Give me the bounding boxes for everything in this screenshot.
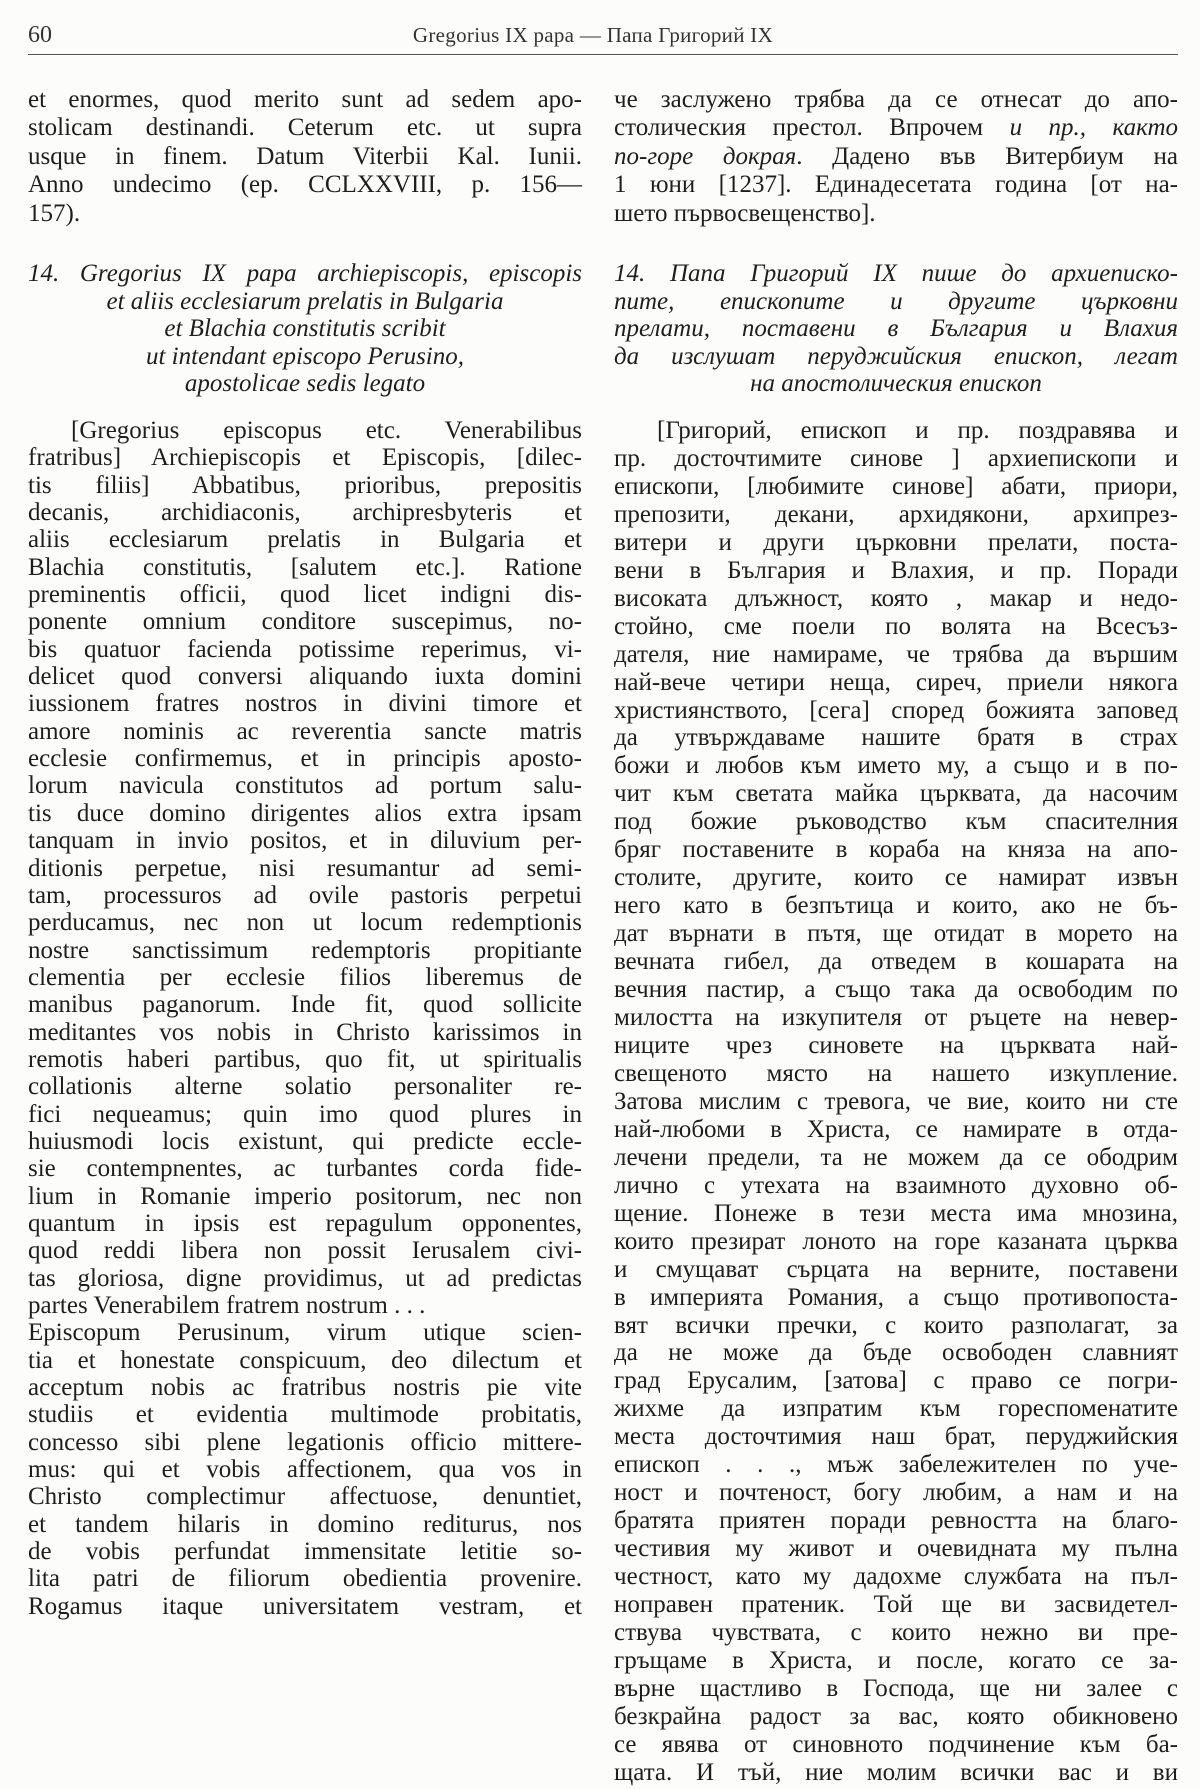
text-line: пр. досточтимите синове ] архиепископи и (614, 444, 1178, 472)
bulgarian-body-text (614, 417, 1178, 1787)
text-line: tas gloriosa, digne providimus, ut ad predictas (28, 1264, 582, 1292)
text-line: Затова мислим с тревога, че вие, които ни сте (614, 1087, 1178, 1115)
text-line: [Григорий, епископ и пр. поздравява и (657, 417, 1178, 444)
text-line: preminentis officii, quod licet indigni dis- (28, 581, 582, 609)
text-line: щата. И тъй, ние молим всички вас и ви (614, 1758, 1178, 1786)
text-line (614, 114, 1178, 142)
bulgarian-intro-paragraph (614, 86, 1178, 228)
text-line: tis duce domino dirigentes alios extra ipsam (28, 799, 582, 827)
text-line: clementia per ecclesie filios liberemus de (28, 963, 582, 991)
text-line: да изслушат перуджийския епископ, легат (614, 342, 1178, 370)
text-line: lorum navicula constitutos ad portum salu- (28, 772, 582, 800)
text-line: de vobis perfundat immensitate letitie so- (28, 1538, 582, 1566)
text-line: collationis alterne solatio personaliter re- (28, 1073, 582, 1101)
text-line: столите, другите, които се намират извън (614, 864, 1178, 892)
italic-text-segment: по-горе докрая (614, 142, 797, 170)
text-line: Anno undecimo (ep. CCLXXVIII, p. 156— (28, 171, 582, 199)
latin-intro-paragraph (28, 86, 582, 228)
text-line: препозити, декани, архидякони, архипрез- (614, 500, 1178, 528)
text-line: високата длъжност, която , макар и недо- (614, 584, 1178, 612)
text-line: 157). (28, 199, 81, 227)
text-line: usque in finem. Datum Viterbii Kal. Iunii. (28, 142, 582, 170)
text-line: lium in Romanie imperio positorum, nec non (28, 1182, 582, 1210)
text-line: Blachia constitutis, [salutem etc.]. Ratione (28, 553, 582, 581)
text-segment: столическия престол. Впрочем (614, 114, 1010, 142)
text-line: fici nequeamus; quin imo quod plures in (28, 1100, 582, 1128)
text-line: aliis ecclesiarum prelatis in Bulgaria et (28, 526, 582, 554)
text-line: вечната гибел, да отведем в кошарата на (614, 948, 1178, 976)
text-line: Episcopum Perusinum, virum utique scien- (28, 1319, 582, 1347)
text-line: град Ерусалим, [затова] с право се погри- (614, 1367, 1178, 1395)
text-line (614, 200, 1178, 228)
text-segment: шето първосвещенство]. (614, 199, 876, 227)
text-line: най-вече четири неща, сиреч, приели някога (614, 668, 1178, 696)
text-line: et aliis ecclesiarum prelatis in Bulgaria (106, 287, 504, 315)
text-line: amore nominis ac reverentia sancte matris (28, 717, 582, 745)
text-line: 14. Gregorius IX papa archiepiscopis, episcopis (28, 260, 582, 287)
text-line: ствува чувствата, с които нежно ви пре- (614, 1618, 1178, 1646)
text-line: perducamus, nec non ut locum redemptionis (28, 909, 582, 937)
text-line: вечния пастир, а също така да освободим по (614, 976, 1178, 1004)
text-line: пите, епископите и другите църковни (614, 287, 1178, 315)
italic-text-segment: и пр., както (1009, 114, 1178, 142)
text-line: лечени предели, та не можем да се ободрим (614, 1143, 1178, 1171)
text-line: чит към светата майка църквата, да насочим (614, 780, 1178, 808)
text-line: et tandem hilaris in domino rediturus, nos (28, 1510, 582, 1538)
running-header: Gregorius IX papa — Папа Григорий IX (412, 23, 774, 47)
text-line: ноправен пратеник. Той ще ви засвидетел- (614, 1591, 1178, 1619)
text-line: tia et honestate conspicuum, deo dilectum et (28, 1346, 582, 1374)
text-line: fratribus] Archiepiscopis et Episcopis, [dilec- (28, 444, 582, 472)
text-line: дателя, ние намираме, че трябва да вършим (614, 640, 1178, 668)
text-line (614, 86, 1178, 114)
text-line (614, 171, 1178, 199)
text-line: quantum in ipsis est repagulum opponentes, (28, 1209, 582, 1237)
text-line: huiusmodi locis existunt, qui predicte eccle- (28, 1127, 582, 1155)
text-line: свещеното място на нашето изкупление. (614, 1059, 1178, 1087)
text-line: и смущават сърцата на верните, поставени (614, 1255, 1178, 1283)
page-number: 60 (28, 22, 52, 48)
text-line: tanquam in invio positos, et in diluvium per- (28, 827, 582, 855)
text-line (614, 143, 1178, 171)
text-line: на апостолическия епископ (750, 370, 1042, 397)
text-line: delicet quod conversi aliquando iuxta domini (28, 663, 582, 691)
text-line: епископи, [любимите синове] абати, приори, (614, 472, 1178, 500)
text-line: stolicam destinandi. Ceterum etc. ut supra (28, 114, 582, 142)
latin-body-text (28, 417, 582, 1620)
text-line: щение. Понеже в тези места има мнозина, (614, 1199, 1178, 1227)
text-line: християнството, [сега] според божията заповед (614, 696, 1178, 724)
text-line: et enormes, quod merito sunt ad sedem apo- (28, 86, 582, 113)
text-line: епископ . . ., мъж забележителен по уче- (614, 1451, 1178, 1479)
text-line: ecclesie confirmemus, et in principis aposto- (28, 745, 582, 773)
text-line: mus: qui et vobis affectionem, qua vos in (28, 1456, 582, 1484)
text-line: Rogamus itaque universitatem vestram, et (28, 1592, 582, 1620)
text-line: най-любоми в Христа, се намирате в отда- (614, 1115, 1178, 1143)
text-line: милостта на изкупителя от ръцете на невер- (614, 1004, 1178, 1032)
text-line: nostre sanctissimum redemptoris propitiante (28, 936, 582, 964)
text-line: ност и почтеност, богу любим, а нам и на (614, 1479, 1178, 1507)
text-line: [Gregorius episcopus etc. Venerabilibus (71, 417, 582, 444)
text-line: него като в безпътица и които, ако не бъ- (614, 892, 1178, 920)
text-line: дат върнати в пътя, ще отидат в морето на (614, 920, 1178, 948)
text-line: бряг поставените в кораба на княза на апо- (614, 836, 1178, 864)
text-line: ниците чрез синовете на църквата най- (614, 1031, 1178, 1059)
text-line: 14. Папа Григорий IX пише до архиеписко- (614, 260, 1178, 287)
text-line: et Blachia constitutis scribit (164, 315, 446, 342)
text-line: studiis et evidentia multimode probitatis, (28, 1401, 582, 1429)
text-line: витери и други църковни прелати, поста- (614, 528, 1178, 556)
text-line: tam, processuros ad ovile pastoris perpetui (28, 881, 582, 909)
text-line: върне щастливо в Господа, ще ни залее с (614, 1674, 1178, 1702)
text-line: гръщаме в Христа, и после, когато се за- (614, 1646, 1178, 1674)
text-line: да не може да бъде освободен славният (614, 1339, 1178, 1367)
text-line: се явява от синовното подчинение към ба- (614, 1730, 1178, 1758)
text-line: tis filiis] Abbatibus, prioribus, prepositis (28, 471, 582, 499)
text-line: decanis, archidiaconis, archipresbyteris et (28, 499, 582, 527)
text-segment: че заслужено трябва да се отнесат до апо- (614, 86, 1178, 113)
text-line: места досточтимия наш брат, перуджийския (614, 1423, 1178, 1451)
text-line: честност, като му дадохме службата на пъл- (614, 1563, 1178, 1591)
text-segment: . Дадено във Витербиум на (796, 142, 1178, 170)
text-line: ditionis perpetue, nisi resumantur ad semi- (28, 854, 582, 882)
text-line: meditantes vos nobis in Christo karissimos in (28, 1018, 582, 1046)
text-line: лично с утехата на взаимното духовно об- (614, 1171, 1178, 1199)
text-line: remotis haberi partibus, quo fit, ut spiritualis (28, 1045, 582, 1073)
text-line: божи и любов към името му, а също и в по- (614, 752, 1178, 780)
text-line: partes Venerabilem fratrem nostrum . . . (28, 1292, 426, 1319)
text-line: да утвърждаваме нашите братя в страх (614, 724, 1178, 752)
text-line: в империята Романия, а също противопоста- (614, 1283, 1178, 1311)
text-line: concesso sibi plene legationis officio mittere- (28, 1428, 582, 1456)
text-line: apostolicae sedis legato (184, 370, 426, 397)
text-line: вени в България и Влахия, и пр. Поради (614, 556, 1178, 584)
text-line: честивия му живот и очевидната му пълна (614, 1535, 1178, 1563)
text-line: bis quatuor facienda potissime reperimus, vi- (28, 635, 582, 663)
text-line: lita patri de filiorum obedientia provenire. (28, 1565, 582, 1593)
text-line: Christo complectimur affectuose, denuntiet, (28, 1483, 582, 1511)
text-line: вят всички пречки, с които разполагат, за (614, 1311, 1178, 1339)
text-line: които презират лоното на горе казаната църква (614, 1227, 1178, 1255)
text-line: стойно, сме поели по волята на Всесъз- (614, 612, 1178, 640)
text-line: sie contempnentes, ac turbantes corda fide- (28, 1155, 582, 1183)
text-line: manibus paganorum. Inde fit, quod sollicite (28, 991, 582, 1019)
text-line: ponente omnium conditore suscepimus, no- (28, 608, 582, 636)
text-line: acceptum nobis ac fratribus nostris pie vite (28, 1374, 582, 1402)
text-segment: 1 юни [1237]. Единадесетата година [от на- (614, 171, 1178, 199)
text-line: под божие ръководство към спасителния (614, 808, 1178, 836)
text-line: братята приятен поради ревността на благо- (614, 1507, 1178, 1535)
latin-document-heading (28, 260, 582, 398)
header-rule (28, 54, 1178, 55)
text-line: жихме да изпратим към гореспоменатите (614, 1395, 1178, 1423)
text-line: ut intendant episcopo Perusino, (145, 342, 465, 370)
text-line: прелати, поставени в България и Влахия (614, 315, 1178, 342)
text-line: quod reddi libera non possit Ierusalem civi- (28, 1237, 582, 1265)
text-line: iussionem fratres nostros in divini timore et (28, 690, 582, 718)
text-line: безкрайна радост за вас, която обикновено (614, 1702, 1178, 1730)
bulgarian-document-heading (614, 260, 1178, 398)
